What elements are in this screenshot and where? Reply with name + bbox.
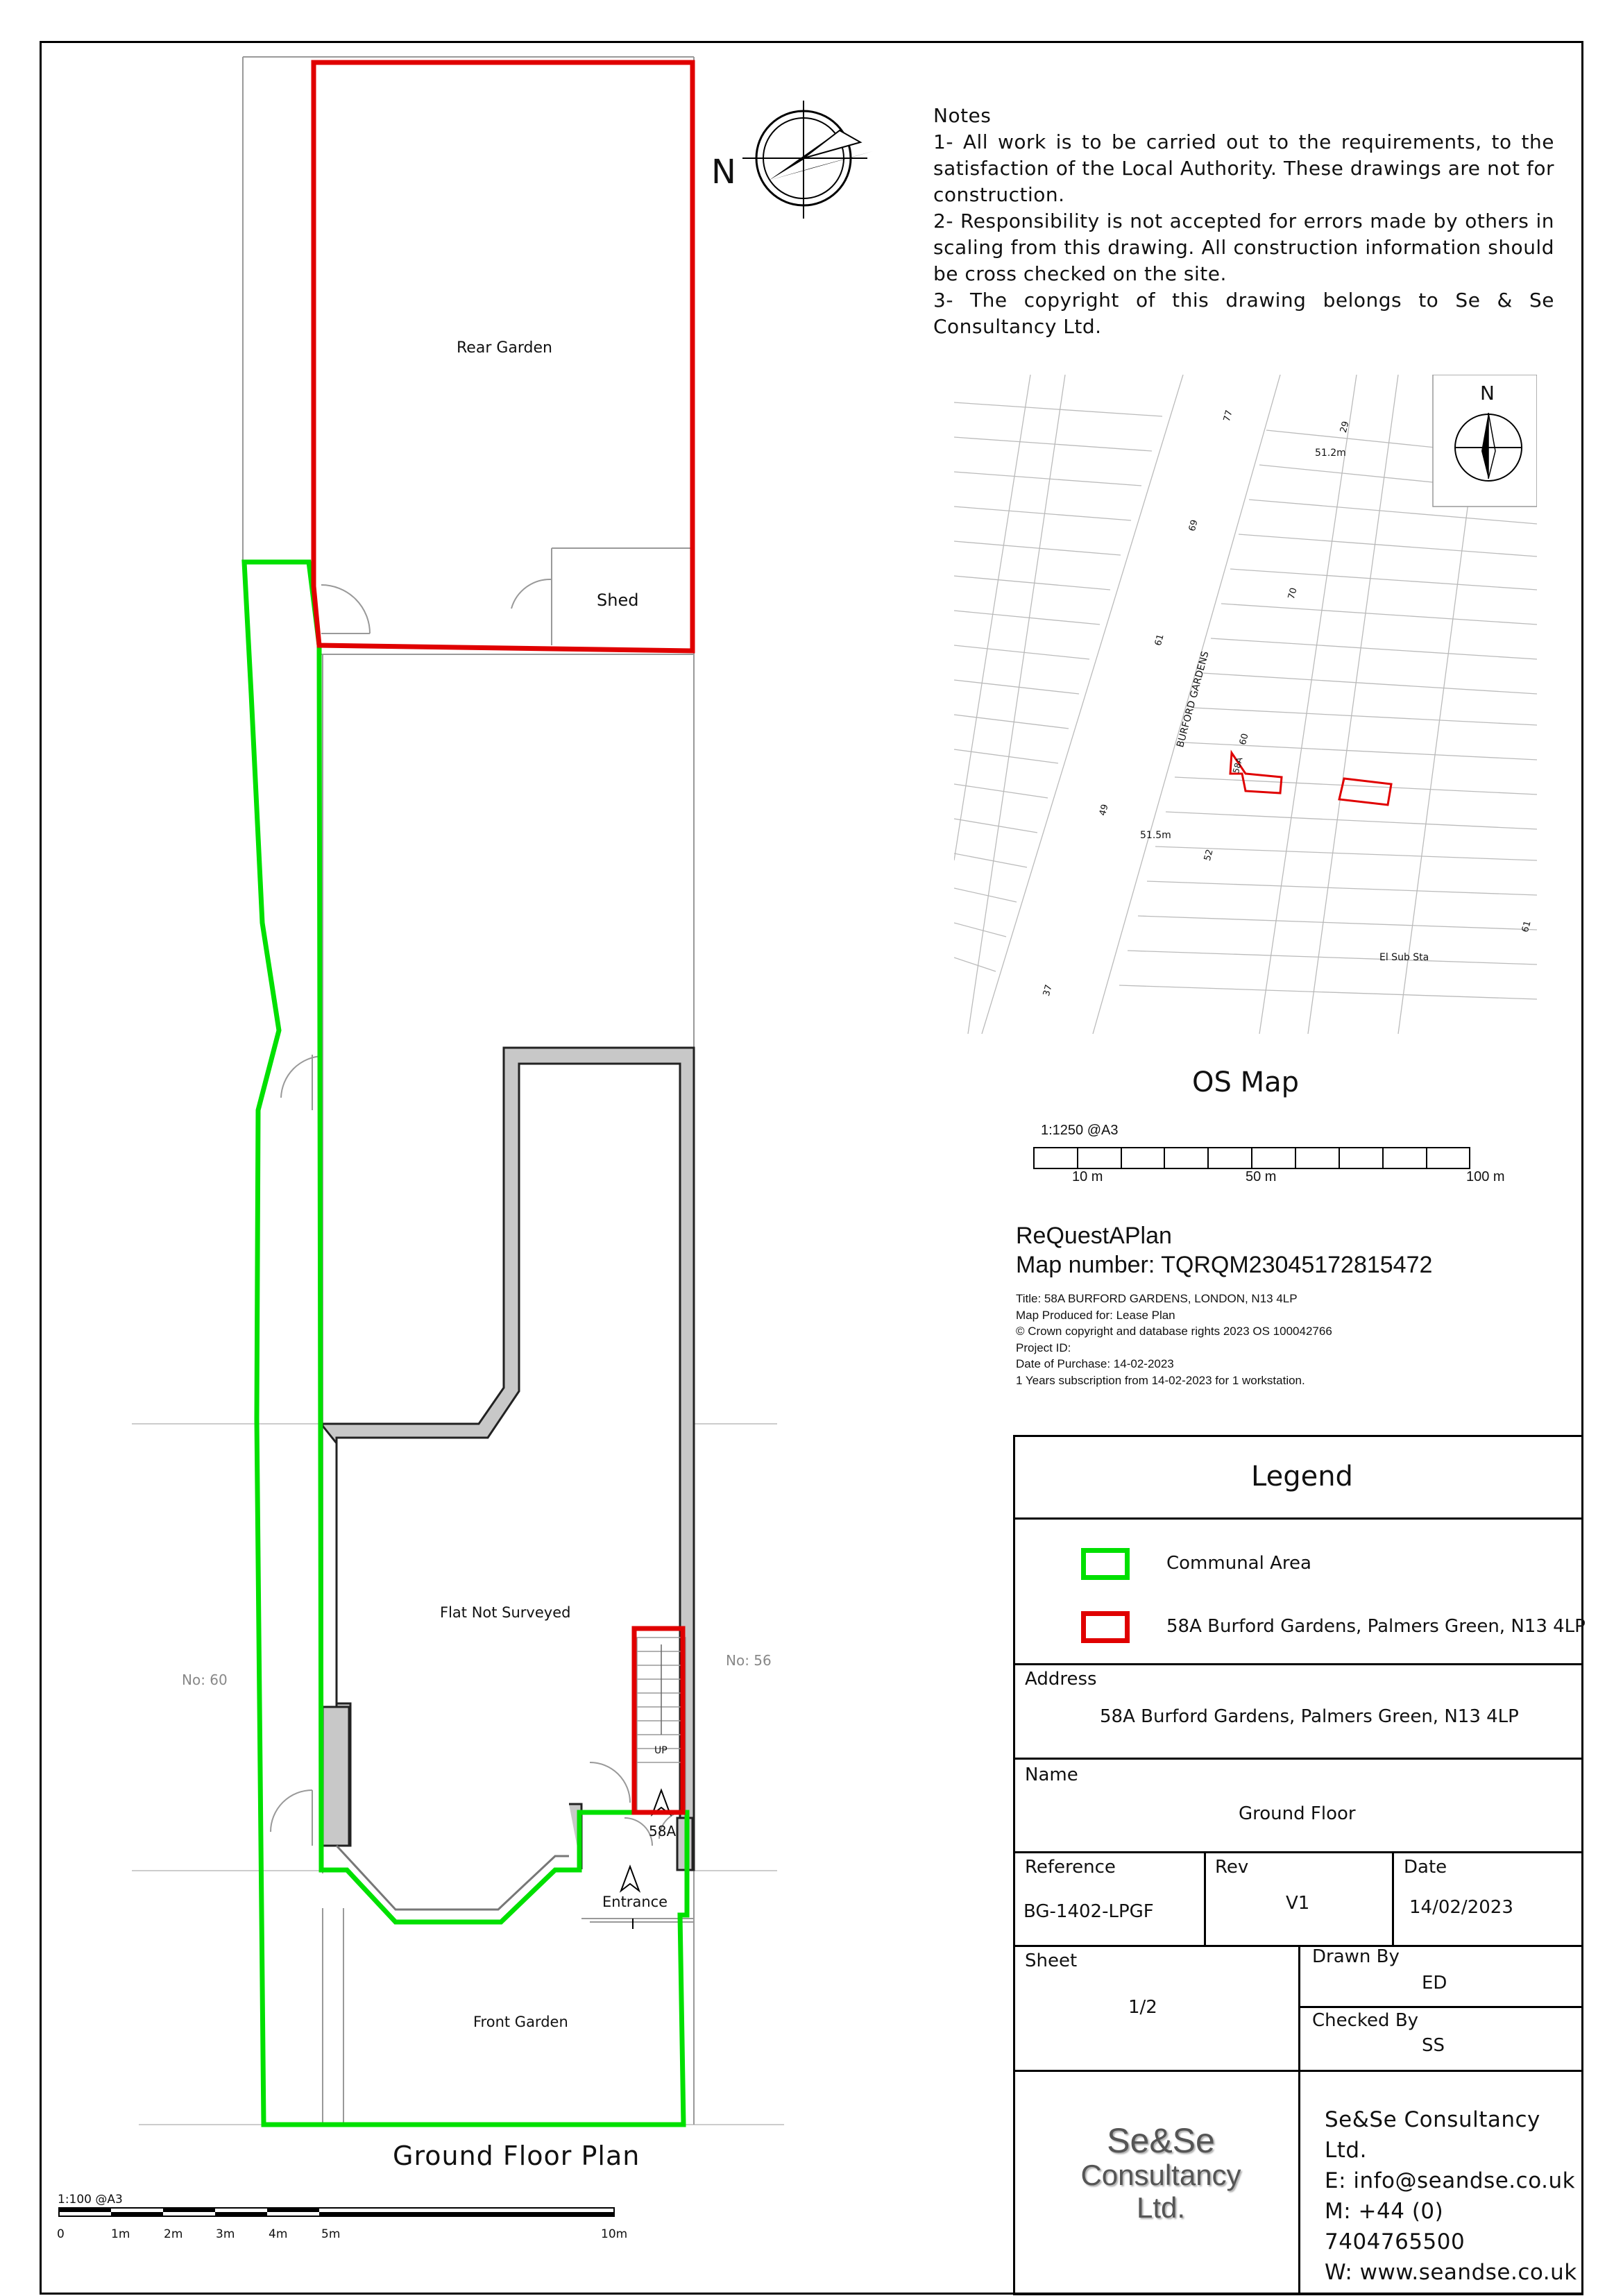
name-label: Name xyxy=(1025,1764,1078,1785)
os-map-label: 77 xyxy=(1221,409,1235,423)
os-map-label: 29 xyxy=(1338,420,1352,434)
note-item: 2- Responsibility is not accepted for errors made by others in scaling from this drawing. All construction information should be cross checked on the site. xyxy=(933,210,1554,285)
reference-value: BG-1402-LPGF xyxy=(1023,1901,1154,1922)
company-contact xyxy=(1325,2104,1581,2288)
os-scale-bar xyxy=(1033,1146,1477,1171)
checked-by-value: SS xyxy=(1422,2035,1445,2056)
label-rear-garden: Rear Garden xyxy=(457,339,552,357)
os-map xyxy=(954,375,1537,1034)
note-item: 1- All work is to be carried out to the requirements, to the satisfaction of the Local Authority. These drawings are not for construction. xyxy=(933,130,1554,206)
legend-title: Legend xyxy=(1251,1461,1353,1493)
os-map-north-label: N xyxy=(1480,382,1495,405)
os-meta-line: Date of Purchase: 14-02-2023 xyxy=(1016,1357,1174,1370)
os-scale-tick: 10 m xyxy=(1072,1169,1103,1184)
date-value: 14/02/2023 xyxy=(1409,1897,1513,1918)
notes-block xyxy=(933,103,1554,340)
label-unit-58a: 58A xyxy=(649,1823,677,1839)
os-map-number: Map number: TQRQM23045172815472 xyxy=(1016,1252,1433,1278)
logo-line: Consultancy xyxy=(1080,2159,1241,2191)
os-map-label: 58A xyxy=(1230,756,1245,775)
rev-label: Rev xyxy=(1215,1857,1249,1878)
os-meta-line: © Crown copyright and database rights 2023 OS 100042766 xyxy=(1016,1325,1332,1338)
os-meta-line: Map Produced for: Lease Plan xyxy=(1016,1308,1175,1322)
legend-swatch-demise xyxy=(1081,1611,1130,1643)
os-map-caption: OS Map xyxy=(1192,1066,1300,1098)
legend-body xyxy=(1015,1517,1586,1665)
sheet-value: 1/2 xyxy=(1128,1997,1157,2018)
name-cell xyxy=(1015,1758,1581,1853)
plan-scale-tick: 3m xyxy=(216,2227,235,2241)
os-map-street-label: BURFORD GARDENS xyxy=(1175,649,1212,749)
plan-scale-tick: 2m xyxy=(164,2227,183,2241)
staircase xyxy=(637,1638,686,1811)
address-value: 58A Burford Gardens, Palmers Green, N13 4LP xyxy=(1100,1706,1519,1727)
plan-scale-ratio: 1:100 @A3 xyxy=(58,2193,123,2206)
plan-scale-tick: 1m xyxy=(111,2227,130,2241)
os-map-label: 51.5m xyxy=(1140,830,1171,841)
os-map-label: 52 xyxy=(1202,848,1216,862)
sheet-label: Sheet xyxy=(1025,1950,1078,1971)
os-provider: ReQuestAPlan xyxy=(1016,1223,1172,1249)
os-meta-line: Title: 58A BURFORD GARDENS, LONDON, N13 4LP xyxy=(1016,1292,1298,1305)
sheet-row xyxy=(1015,1945,1581,2072)
os-scale-ratio: 1:1250 @A3 xyxy=(1041,1123,1119,1138)
drawn-by-label: Drawn By xyxy=(1312,1946,1400,1967)
os-meta xyxy=(1016,1291,1332,1388)
company-email[interactable]: E: info@seandse.co.uk xyxy=(1325,2168,1576,2193)
north-label: N xyxy=(711,153,736,192)
logo-line: Ltd. xyxy=(1136,2191,1186,2224)
reference-label: Reference xyxy=(1025,1857,1116,1878)
note-item: 3- The copyright of this drawing belongs to Se & Se Consultancy Ltd. xyxy=(933,289,1554,338)
company-logo xyxy=(1057,2122,1265,2225)
label-neighbour-right: No: 56 xyxy=(726,1652,772,1669)
label-flat-not-surveyed: Flat Not Surveyed xyxy=(440,1604,571,1621)
reference-row xyxy=(1015,1851,1581,1947)
os-map-label: 51.2m xyxy=(1315,448,1346,459)
os-meta-line: Project ID: xyxy=(1016,1341,1071,1354)
plan-title: Ground Floor Plan xyxy=(393,2141,640,2171)
logo-line: Se&Se xyxy=(1107,2121,1215,2160)
building-walls xyxy=(323,1048,694,1870)
drawn-by-value: ED xyxy=(1422,1973,1447,1993)
door-swings xyxy=(271,579,687,1846)
company-name: Se&Se Consultancy Ltd. xyxy=(1325,2107,1540,2163)
os-map-label: 69 xyxy=(1187,518,1200,533)
plan-scale-tick: 4m xyxy=(269,2227,288,2241)
os-map-label: 37 xyxy=(1041,983,1055,998)
plan-scale-bar xyxy=(58,2206,640,2231)
label-front-garden: Front Garden xyxy=(473,2014,568,2030)
label-shed: Shed xyxy=(597,590,639,610)
demise-boundary-garden xyxy=(314,62,692,651)
checked-by-label: Checked By xyxy=(1312,2010,1419,2031)
os-map-label: 61 xyxy=(1153,633,1166,647)
os-map-north-icon xyxy=(1455,413,1522,481)
title-block xyxy=(1013,1435,1586,2295)
entry-arrow-main xyxy=(621,1866,639,1891)
plan-scale-tick: 0 xyxy=(57,2227,65,2241)
label-entrance: Entrance xyxy=(602,1894,668,1910)
name-value: Ground Floor xyxy=(1239,1803,1356,1824)
os-meta-line: 1 Years subscription from 14-02-2023 for 1 workstation. xyxy=(1016,1373,1305,1387)
os-map-label: 61 xyxy=(1520,919,1533,934)
os-map-label: 70 xyxy=(1286,586,1300,601)
legend-label: Communal Area xyxy=(1166,1553,1311,1574)
os-map-label: El Sub Sta xyxy=(1379,952,1429,963)
address-cell xyxy=(1015,1663,1581,1760)
legend-label: 58A Burford Gardens, Palmers Green, N13 4LP xyxy=(1166,1616,1586,1637)
entrance-porch xyxy=(581,1919,694,1922)
os-scale-tick: 50 m xyxy=(1246,1169,1277,1184)
plan-scale-tick: 10m xyxy=(601,2227,628,2241)
notes-heading: Notes xyxy=(933,104,992,127)
company-phone[interactable]: M: +44 (0) 7404765500 xyxy=(1325,2199,1465,2254)
os-map-label: 49 xyxy=(1097,803,1111,817)
address-label: Address xyxy=(1025,1669,1097,1690)
company-row xyxy=(1015,2070,1581,2293)
os-scale-tick: 100 m xyxy=(1466,1169,1505,1184)
date-label: Date xyxy=(1404,1857,1447,1878)
plan-scale-tick: 5m xyxy=(321,2227,341,2241)
legend-swatch-communal xyxy=(1081,1548,1130,1580)
legend-header xyxy=(1015,1437,1581,1520)
label-stair-up: UP xyxy=(654,1745,668,1756)
rev-value: V1 xyxy=(1286,1893,1310,1914)
label-neighbour-left: No: 60 xyxy=(182,1672,228,1688)
company-website[interactable]: W: www.seandse.co.uk xyxy=(1325,2260,1577,2285)
os-map-label: 60 xyxy=(1237,732,1251,747)
